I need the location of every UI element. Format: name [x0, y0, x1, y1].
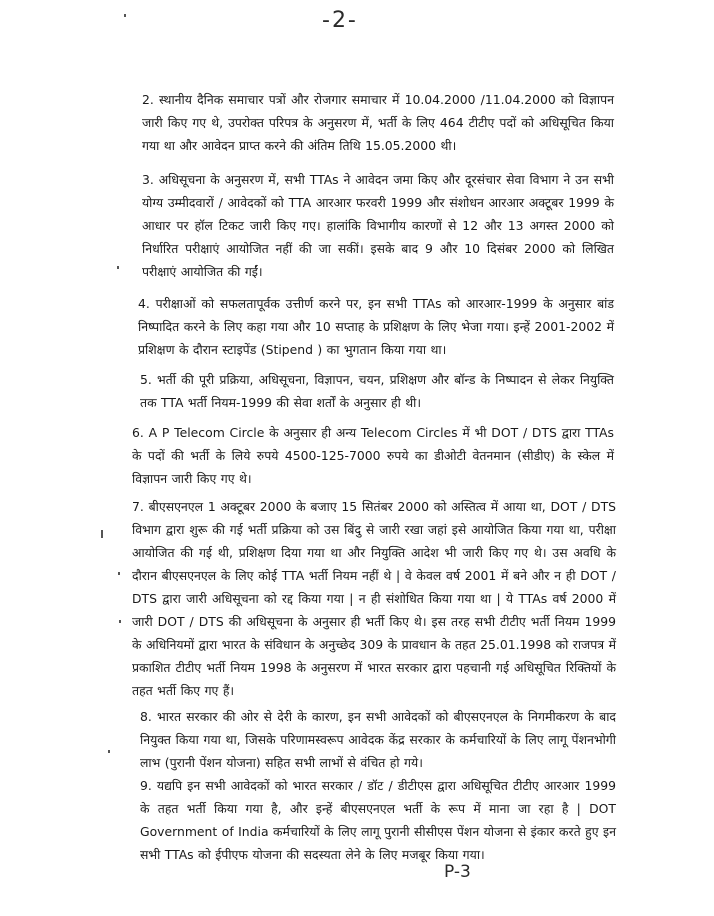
paragraph-8: 8. भारत सरकार की ओर से देरी के कारण, इन सभी आवेदकों को बीएसएनएल के निगमीकरण के बाद नियुक्त किया गया था, जिसके परिणामस्वरूप आवेदक केंद्र सरकार के कर्मचारियों के लिए लागू पेंशनभोगी लाभ (पुरानी पेंशन योजना) सहित सभी लाभों से वंचित हो गये।: [140, 709, 616, 770]
scan-speck: [118, 572, 120, 575]
paragraph-6: 6. A P Telecom Circle के अनुसार ही अन्य Telecom Circles में भी DOT / DTS द्वारा TTAs के पदों की भर्ती के लिये रुपये 4500-125-7000 रुपये का डीओटी वेतनमान (सीडीए) के स्केल में विज्ञापन जारी किए गए थे।: [132, 425, 614, 486]
paragraph-5: 5. भर्ती की पूरी प्रक्रिया, अधिसूचना, विज्ञापन, चयन, प्रशिक्षण और बॉन्ड के निष्पादन से लेकर नियुक्ति तक TTA भर्ती नियम-1999 की सेवा शर्तों के अनुसार ही थी।: [140, 372, 614, 410]
paragraph-9: 9. यद्यपि इन सभी आवेदकों को भारत सरकार / डॉट / डीटीएस द्वारा अधिसूचित टीटीए आरआर 1999 के तहत भर्ती किया गया है, और इन्हें बीएसएनएल भर्ती के रूप में माना जा रहा है | DOT Government of India कर्मचारियों के लिए लागू पुरानी सीसीएस पेंशन योजना से इंकार करते हुए इन सभी TTAs को ईपीएफ योजना की सदस्यता लेने के लिए मजबूर किया गया।: [140, 778, 616, 862]
scan-speck: [108, 750, 110, 753]
paragraph-3: 3. अधिसूचना के अनुसरण में, सभी TTAs ने आवेदन जमा किए और दूरसंचार सेवा विभाग ने उन सभी योग्य उम्मीदवारों / आवेदकों को TTA आरआर फरवरी 1999 और संशोधन आरआर अक्टूबर 1999 के आधार पर हॉल टिकट जारी किए गए। हालांकि विभागीय कारणों से 12 और 13 अगस्त 2000 को निर्धारित परीक्षाएं आयोजित नहीं की जा सकीं। इसके बाद 9 और 10 दिसंबर 2000 को लिखित परीक्षाएं आयोजित की गईं।: [142, 172, 614, 279]
scan-speck: [119, 620, 121, 623]
paragraph-7: 7. बीएसएनएल 1 अक्टूबर 2000 के बजाए 15 सितंबर 2000 को अस्तित्व में आया था, DOT / DTS विभाग द्वारा शुरू की गई भर्ती प्रक्रिया को उस बिंदु से जारी रखा जहां इसे आयोजित किया गया था, परीक्षा आयोजित की गई थी, प्रशिक्षण दिया गया था और नियुक्ति आदेश भी जारी किए गए थे। उस अवधि के दौरान बीएसएनएल के लिए कोई TTA भर्ती नियम नहीं थे | वे केवल वर्ष 2001 में बने और न ही DOT / DTS द्वारा जारी अधिसूचना को रद्द किया गया | न ही संशोधित किया गया था | ये TTAs वर्ष 2000 में जारी DOT / DTS की अधिसूचना के अनुसार ही भर्ती किए थे। इस तरह सभी टीटीए भर्ती नियम 1999 के अधिनियमों द्वारा भारत के संविधान के अनुच्छेद 309 के प्रावधान के तहत 25.01.1998 को राजपत्र में प्रकाशित टीटीए भर्ती नियम 1998 के अनुसरण में भारत सरकार द्वारा पहचानी गई अधिसूचित रिक्तियों के तहत भर्ती किए गए हैं।: [132, 499, 616, 698]
paragraph-4: 4. परीक्षाओं को सफलतापूर्वक उत्तीर्ण करने पर, इन सभी TTAs को आरआर-1999 के अनुसार बांड निष्पादित करने के लिए कहा गया और 10 सप्ताह के प्रशिक्षण के लिए भेजा गया। इन्हें 2001-2002 में प्रशिक्षण के दौरान स्टाइपेंड (Stipend ) का भुगतान किया गया था।: [138, 296, 614, 357]
handwritten-page-number: -2-: [322, 8, 358, 33]
scan-speck: [117, 266, 119, 269]
handwritten-next-page-mark: P-3: [444, 862, 471, 882]
paragraph-2: 2. स्थानीय दैनिक समाचार पत्रों और रोजगार समाचार में 10.04.2000 /11.04.2000 को विज्ञापन जारी किए गए थे, उपरोक्त परिपत्र के अनुसरण में, भर्ती के लिए 464 टीटीए पदों को अधिसूचित किया गया था और आवेदन प्राप्त करने की अंतिम तिथि 15.05.2000 थी।: [142, 92, 614, 153]
scan-speck: [101, 530, 103, 538]
scan-speck: [124, 14, 126, 17]
